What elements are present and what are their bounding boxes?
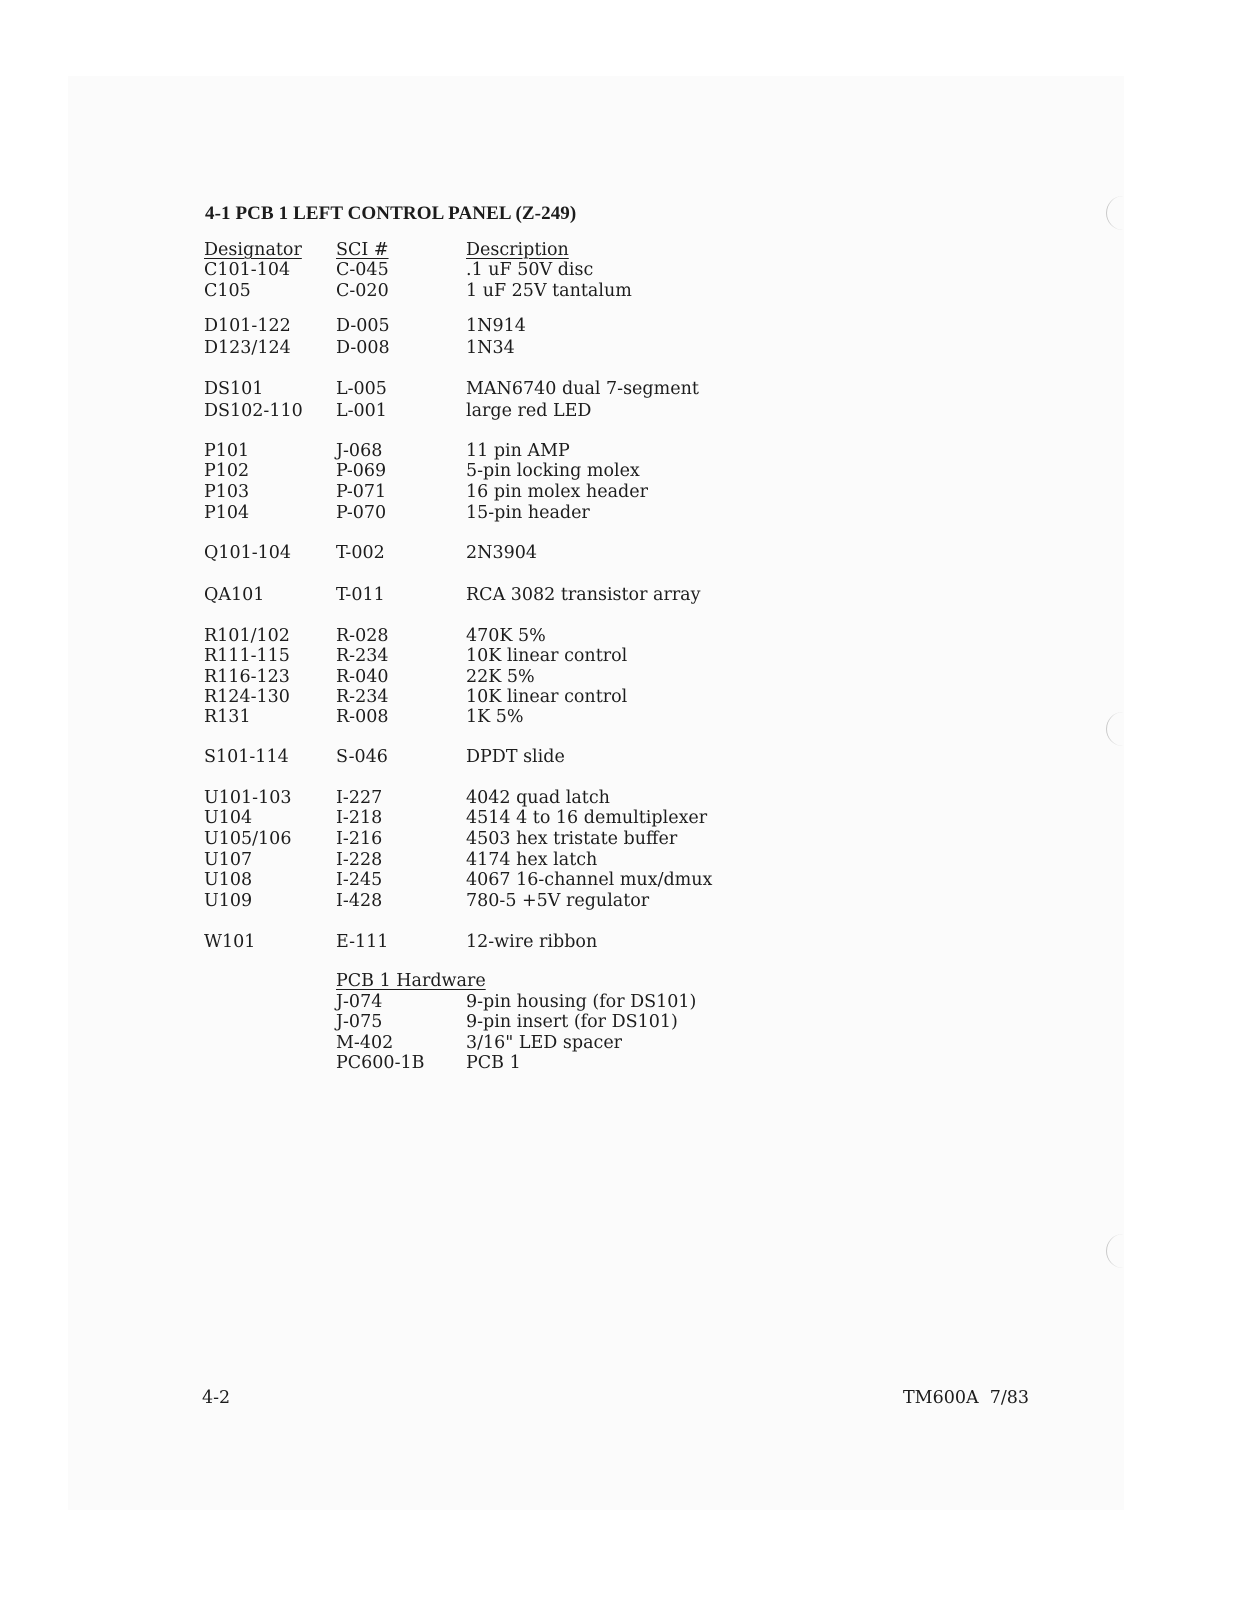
- part-designator: C105: [204, 281, 251, 301]
- part-designator: P101: [204, 441, 250, 461]
- part-description: 5-pin locking molex: [466, 461, 640, 481]
- part-sci: S-046: [336, 747, 388, 767]
- part-description: 2N3904: [466, 543, 537, 563]
- part-designator: D123/124: [204, 338, 291, 358]
- part-description: large red LED: [466, 401, 592, 421]
- part-sci: R-040: [336, 667, 389, 687]
- part-sci: P-071: [336, 482, 387, 502]
- part-sci: E-111: [336, 932, 389, 952]
- part-description: .1 uF 50V disc: [466, 260, 594, 280]
- part-designator: U101-103: [204, 788, 292, 808]
- part-sci: I-216: [336, 829, 383, 849]
- part-sci: L-005: [336, 379, 387, 399]
- part-sci: I-218: [336, 808, 383, 828]
- part-sci: J-068: [336, 441, 383, 461]
- part-sci: T-002: [336, 543, 385, 563]
- hardware-sci: J-074: [336, 992, 383, 1012]
- hardware-description: PCB 1: [466, 1053, 521, 1073]
- part-description: 11 pin AMP: [466, 441, 570, 461]
- part-description: DPDT slide: [466, 747, 565, 767]
- part-designator: DS102-110: [204, 401, 303, 421]
- part-description: 15-pin header: [466, 503, 590, 523]
- part-description: 4042 quad latch: [466, 788, 610, 808]
- part-description: RCA 3082 transistor array: [466, 585, 701, 605]
- part-designator: U104: [204, 808, 253, 828]
- part-description: 10K linear control: [466, 646, 628, 666]
- part-description: 1K 5%: [466, 707, 524, 727]
- part-designator: QA101: [204, 585, 265, 605]
- part-designator: W101: [204, 932, 256, 952]
- part-designator: U109: [204, 891, 253, 911]
- part-sci: I-245: [336, 870, 383, 890]
- part-designator: P104: [204, 503, 250, 523]
- hardware-sci: J-075: [336, 1012, 383, 1032]
- part-description: 16 pin molex header: [466, 482, 648, 502]
- part-sci: C-020: [336, 281, 389, 301]
- part-description: 780-5 +5V regulator: [466, 891, 650, 911]
- part-sci: I-227: [336, 788, 383, 808]
- part-designator: Q101-104: [204, 543, 292, 563]
- column-header-designator: Designator: [204, 240, 302, 260]
- hardware-description: 9-pin housing (for DS101): [466, 992, 697, 1012]
- part-sci: T-011: [336, 585, 385, 605]
- hardware-heading: PCB 1 Hardware: [336, 971, 486, 991]
- part-description: 12-wire ribbon: [466, 932, 598, 952]
- part-sci: R-234: [336, 646, 389, 666]
- part-designator: R124-130: [204, 687, 290, 707]
- part-designator: P102: [204, 461, 250, 481]
- part-description: 1N914: [466, 316, 526, 336]
- column-header-sci: SCI #: [336, 240, 389, 260]
- part-designator: R101/102: [204, 626, 290, 646]
- part-sci: R-028: [336, 626, 389, 646]
- column-header-description: Description: [466, 240, 569, 260]
- part-designator: R111-115: [204, 646, 290, 666]
- page-number: 4-2: [202, 1388, 231, 1408]
- hardware-sci: M-402: [336, 1033, 394, 1053]
- part-designator: S101-114: [204, 747, 289, 767]
- part-sci: P-070: [336, 503, 387, 523]
- part-designator: R131: [204, 707, 251, 727]
- part-sci: I-428: [336, 891, 383, 911]
- part-sci: D-008: [336, 338, 390, 358]
- part-designator: U108: [204, 870, 253, 890]
- part-designator: DS101: [204, 379, 264, 399]
- part-description: 470K 5%: [466, 626, 546, 646]
- part-description: 1N34: [466, 338, 515, 358]
- part-description: 4174 hex latch: [466, 850, 598, 870]
- part-sci: C-045: [336, 260, 389, 280]
- hardware-sci: PC600-1B: [336, 1053, 425, 1073]
- part-designator: U107: [204, 850, 253, 870]
- part-sci: P-069: [336, 461, 387, 481]
- part-designator: D101-122: [204, 316, 291, 336]
- part-designator: R116-123: [204, 667, 290, 687]
- part-description: MAN6740 dual 7-segment: [466, 379, 699, 399]
- part-sci: L-001: [336, 401, 387, 421]
- part-designator: P103: [204, 482, 250, 502]
- hardware-description: 9-pin insert (for DS101): [466, 1012, 678, 1032]
- part-designator: U105/106: [204, 829, 292, 849]
- part-sci: D-005: [336, 316, 390, 336]
- part-description: 4514 4 to 16 demultiplexer: [466, 808, 708, 828]
- document-id: TM600A 7/83: [903, 1388, 1030, 1408]
- part-description: 10K linear control: [466, 687, 628, 707]
- part-description: 22K 5%: [466, 667, 535, 687]
- part-description: 4503 hex tristate buffer: [466, 829, 678, 849]
- part-description: 4067 16-channel mux/dmux: [466, 870, 713, 890]
- hardware-description: 3/16" LED spacer: [466, 1033, 623, 1053]
- part-description: 1 uF 25V tantalum: [466, 281, 632, 301]
- part-designator: C101-104: [204, 260, 291, 280]
- part-sci: R-234: [336, 687, 389, 707]
- part-sci: R-008: [336, 707, 389, 727]
- part-sci: I-228: [336, 850, 383, 870]
- section-title: 4-1 PCB 1 LEFT CONTROL PANEL (Z-249): [205, 203, 577, 224]
